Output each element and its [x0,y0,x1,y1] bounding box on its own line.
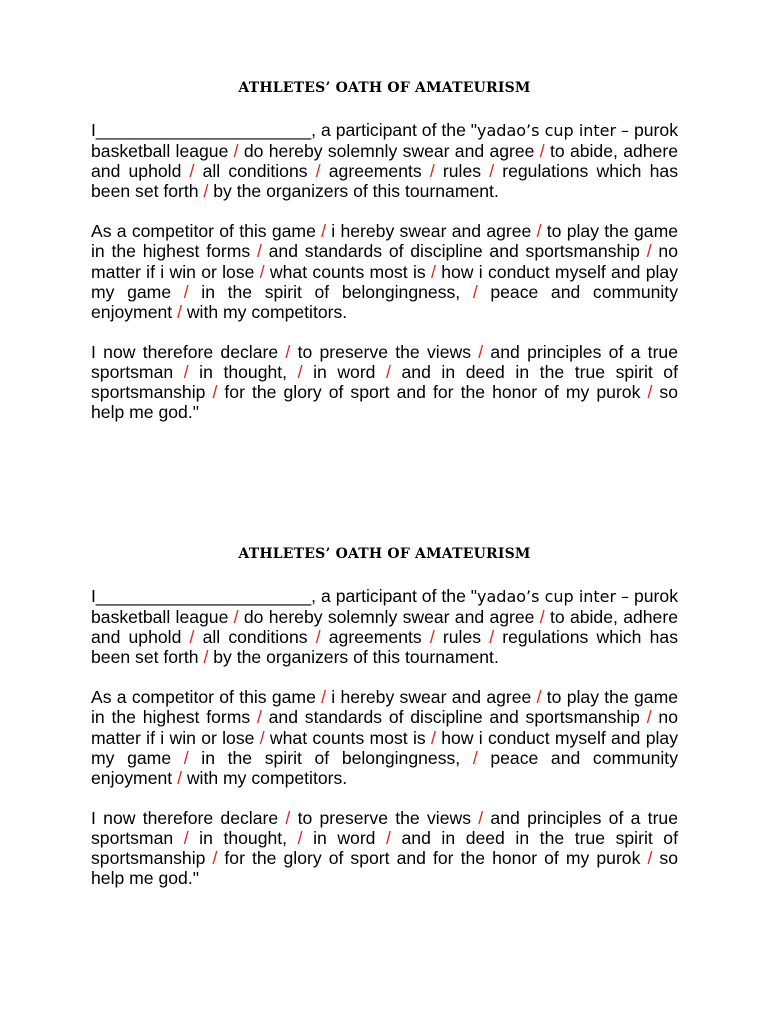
slash-mark: / [472,747,478,768]
slash-mark: / [315,627,321,648]
slash-mark: / [539,141,545,162]
slash-mark: / [256,707,262,728]
slash-mark: / [431,261,436,282]
slash-mark: / [256,241,262,262]
oath-section-2 [91,544,678,908]
slash-mark: / [478,807,484,828]
slash-mark: / [297,361,303,382]
event-name: yadao’s cup inter [477,121,617,140]
slash-mark: / [177,301,182,322]
slash-mark: / [189,627,195,648]
slash-mark: / [536,221,542,242]
slash-mark: / [489,627,495,648]
oath-paragraph-2: As a competitor of this game / i hereby swear and agree / to play the game in the highest forms / and standards of discipline and sportsmanship / no matter if i win or lose / what counts most is / how i conduct myself and play my game / in the spirit of belongingness, / peace and community enjoyment / with my competitors. [91,687,679,788]
slash-mark: / [646,707,652,728]
slash-mark: / [183,747,189,768]
oath-title: ATHLETES’ OATH OF AMATEURISM [238,80,531,96]
slash-mark: / [646,241,652,262]
slash-mark: / [183,361,189,382]
slash-mark: / [177,767,182,788]
name-blank: I______________________ [91,586,312,606]
slash-mark: / [536,687,542,708]
slash-mark: / [478,341,484,362]
slash-mark: / [472,281,478,302]
slash-mark: / [321,221,327,242]
slash-mark: / [203,647,209,668]
oath-title: ATHLETES’ OATH OF AMATEURISM [238,546,531,562]
slash-mark: / [233,141,239,162]
slash-mark: / [539,607,545,628]
slash-mark: / [203,181,209,202]
slash-mark: / [212,848,218,869]
slash-mark: / [183,281,189,302]
slash-mark: / [285,341,291,362]
slash-mark: / [647,382,653,403]
name-blank: I______________________ [91,120,312,140]
slash-mark: / [431,727,436,748]
slash-mark: / [429,161,435,182]
slash-mark: / [189,161,195,182]
oath-paragraph-3: I now therefore declare / to preserve the views / and principles of a true sportsman / in thought, / in word / and in deed in the true spirit of sportsmanship / for the glory of sport and for the honor of my purok / so help me god." [91,341,678,423]
slash-mark: / [183,827,189,848]
slash-mark: / [489,161,495,182]
event-name: yadao’s cup inter [477,587,617,606]
oath-paragraph-1: I______________________, a participant of the "yadao’s cup inter – purok basketball league / do hereby solemnly swear and agree / to abide, adhere and uphold / all conditions / agreements / rules / regulations which has been set forth / by the organizers of this tournament. [91,586,678,668]
oath-paragraph-1: I______________________, a participant of the "yadao’s cup inter – purok basketball league / do hereby solemnly swear and agree / to abide, adhere and uphold / all conditions / agreements / rules / regulations which has been set forth / by the organizers of this tournament. [91,120,678,202]
slash-mark: / [429,627,435,648]
slash-mark: / [386,827,391,848]
oath-paragraph-3: I now therefore declare / to preserve the views / and principles of a true sportsman / in thought, / in word / and in deed in the true spirit of sportsmanship / for the glory of sport and for the honor of my purok / so help me god." [91,807,678,889]
oath-section-1 [91,78,678,442]
slash-mark: / [285,807,291,828]
slash-mark: / [212,382,218,403]
slash-mark: / [386,361,391,382]
slash-mark: / [321,687,327,708]
oath-paragraph-2: As a competitor of this game / i hereby swear and agree / to play the game in the highest forms / and standards of discipline and sportsmanship / no matter if i win or lose / what counts most is / how i conduct myself and play my game / in the spirit of belongingness, / peace and community enjoyment / with my competitors. [91,221,679,322]
slash-mark: / [647,848,653,869]
slash-mark: / [297,827,303,848]
slash-mark: / [259,727,265,748]
slash-mark: / [259,261,265,282]
slash-mark: / [315,161,321,182]
slash-mark: / [233,607,239,628]
